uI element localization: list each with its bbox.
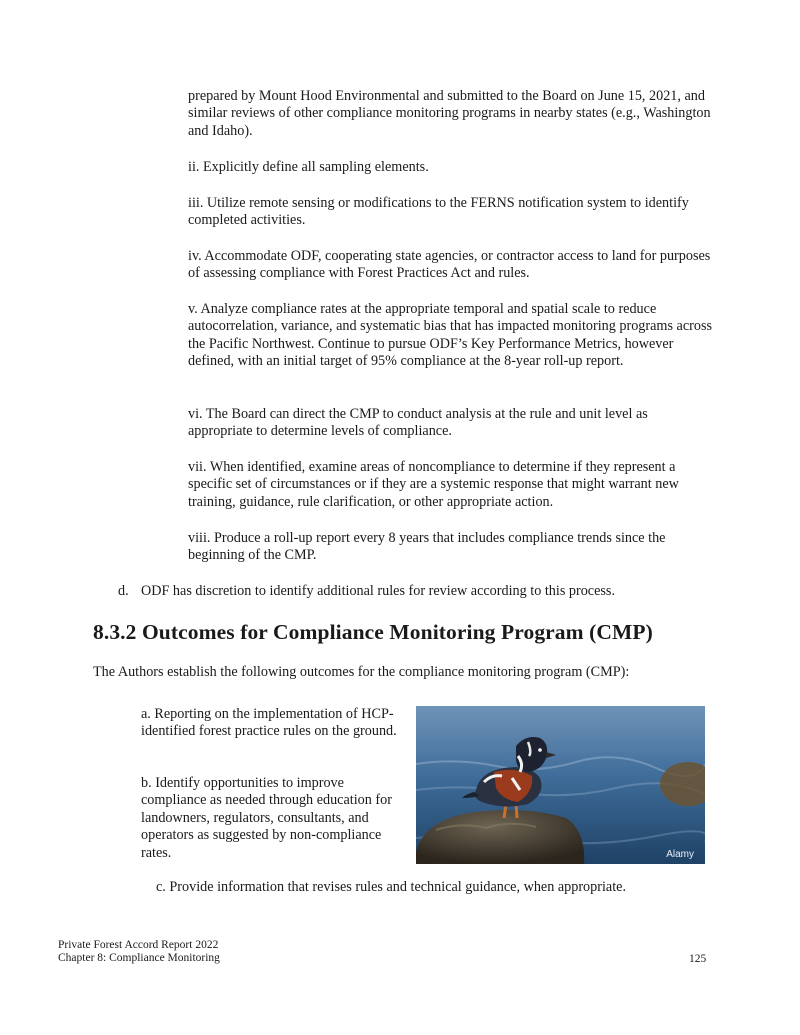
outcome-a: a. Reporting on the implementation of HCP-identified forest practice rules on the ground. — [141, 706, 397, 740]
outcome-b: b. Identify opportunities to improve compliance as needed through education for landowners, regulators, consultants, and operators as suggested by non-compliance rates. — [141, 775, 392, 861]
list-item-v: v. Analyze compliance rates at the appropriate temporal and spatial scale to reduce autocorrelation, variance, and systematic bias that has impacted monitoring programs across the Pacific Northwest. Continue to pursue ODF’s Key Performance Metrics, however defined, with an initial target of 95% compliance at the 8-year roll-up report. — [188, 301, 712, 370]
section-heading: 8.3.2 Outcomes for Compliance Monitoring Program (CMP) — [93, 620, 653, 644]
footer-report-title: Private Forest Accord Report 2022 — [58, 939, 219, 951]
list-marker-d: d. — [118, 583, 129, 599]
harlequin-duck-image — [416, 706, 705, 864]
list-item-vii: vii. When identified, examine areas of noncompliance to determine if they represent a specific set of circumstances or if they are a systemic response that might warrant new training, guidance, rule clarification, or other appropriate action. — [188, 459, 679, 510]
list-item-ii: ii. Explicitly define all sampling elements. — [188, 159, 429, 175]
page-number: 125 — [689, 953, 707, 965]
list-item-iv: iv. Accommodate ODF, cooperating state agencies, or contractor access to land for purposes of assessing compliance with Forest Practices Act and rules. — [188, 248, 711, 282]
section-intro: The Authors establish the following outcomes for the compliance monitoring program (CMP): — [93, 664, 630, 680]
photo-credit: Alamy — [666, 849, 694, 860]
outcome-c: c. Provide information that revises rules and technical guidance, when appropriate. — [156, 879, 626, 895]
duck-photo — [416, 706, 705, 864]
list-item-iii: iii. Utilize remote sensing or modifications to the FERNS notification system to identify completed activities. — [188, 195, 689, 229]
page-footer — [58, 939, 220, 966]
list-item-continuation: prepared by Mount Hood Environmental and submitted to the Board on June 15, 2021, and similar reviews of other compliance monitoring programs in nearby states (e.g., Washington and Idaho). — [188, 88, 711, 139]
footer-chapter: Chapter 8: Compliance Monitoring — [58, 952, 220, 965]
list-item-viii: viii. Produce a roll-up report every 8 years that includes compliance trends since the beginning of the CMP. — [188, 530, 666, 564]
list-item-vi: vi. The Board can direct the CMP to conduct analysis at the rule and unit level as appropriate to determine levels of compliance. — [188, 406, 648, 440]
list-item-d: ODF has discretion to identify additional rules for review according to this process. — [141, 583, 615, 599]
